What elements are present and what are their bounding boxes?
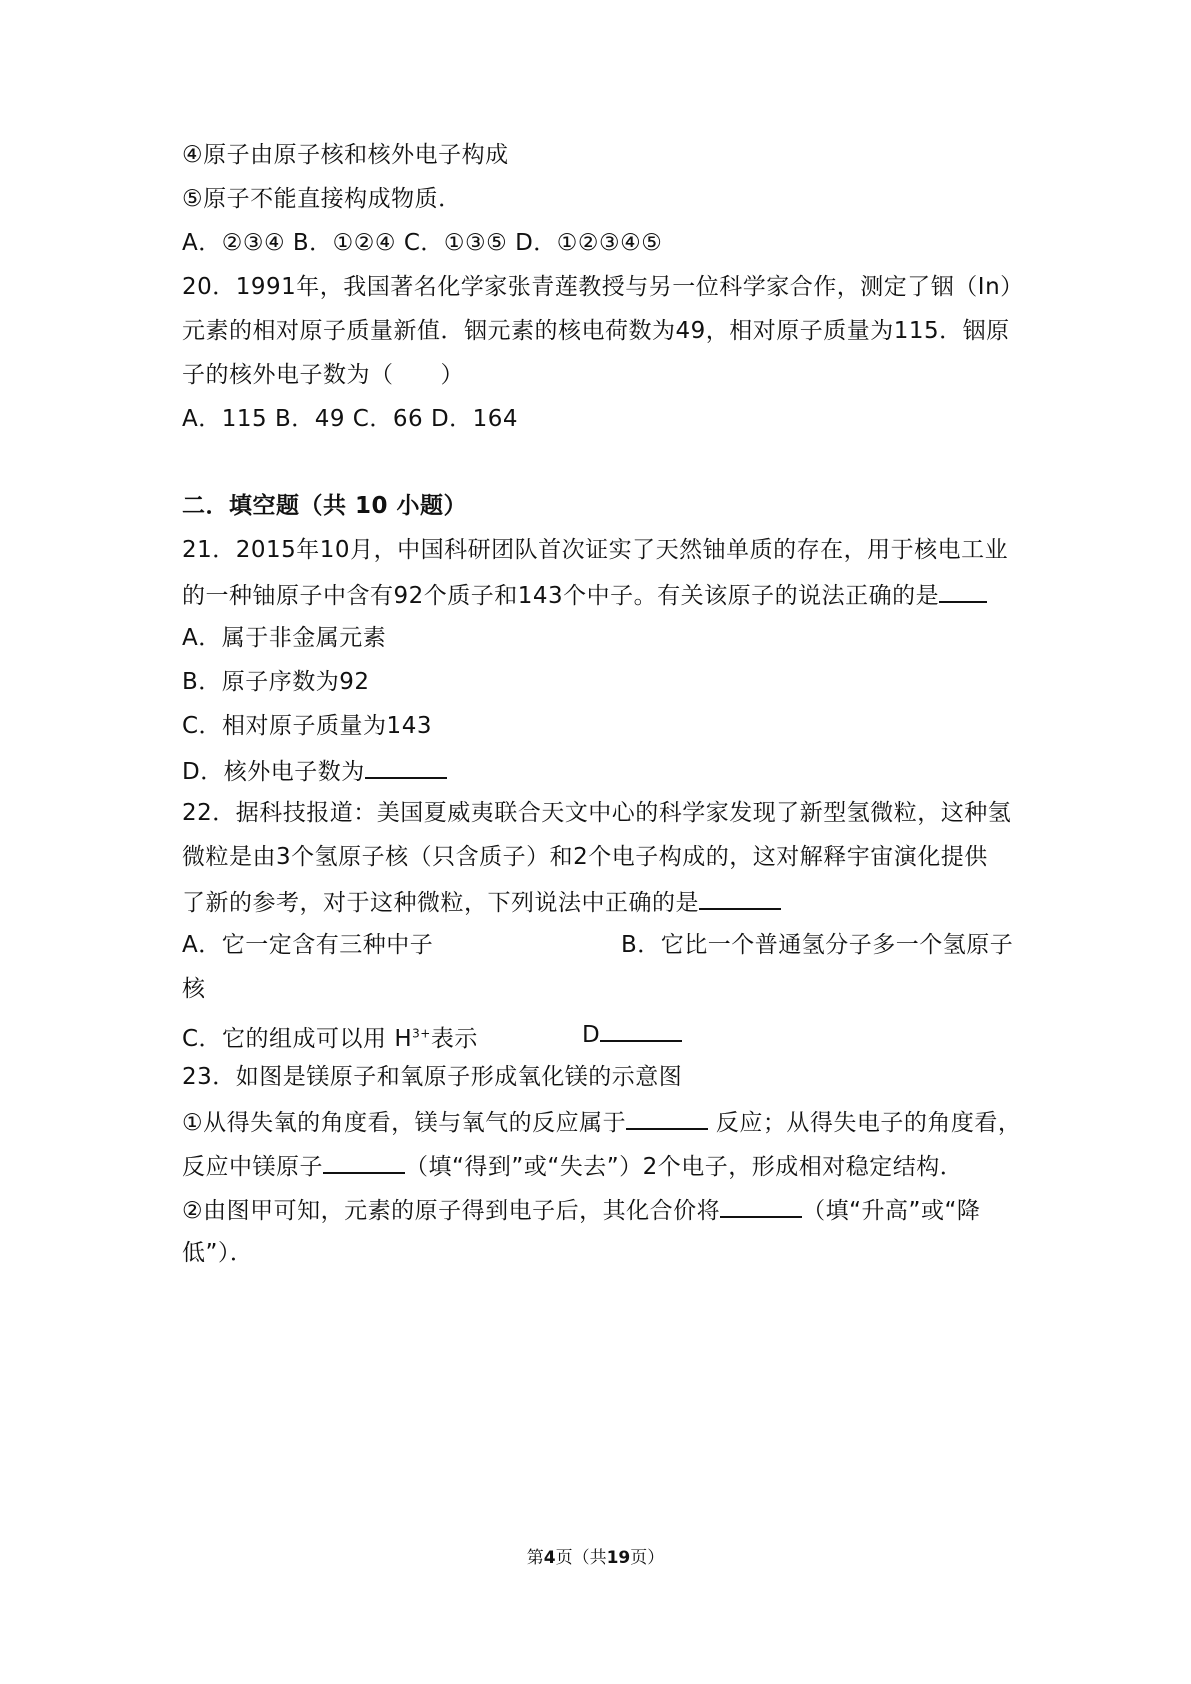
q23-part1-text-c: 反应中镁原子: [182, 1154, 323, 1180]
q22-option-b-continued: 核: [182, 976, 206, 1002]
q23-part1-text-a: ①从得失氧的角度看，镁与氧气的反应属于: [182, 1110, 627, 1136]
q21-option-d-text: D．核外电子数为: [182, 759, 365, 785]
answer-blank[interactable]: [626, 1106, 708, 1130]
q23-part1-text-d: （填“得到”或“失去”）2个电子，形成相对稳定结构．: [405, 1154, 964, 1180]
q22-line-3-text: 了新的参考，对于这种微粒，下列说法中正确的是: [182, 890, 699, 916]
q21-line-2: [182, 579, 1022, 611]
section-heading: 二．填空题（共 10 小题）: [182, 493, 468, 519]
q22-line-1: 22．据科技报道：美国夏威夷联合天文中心的科学家发现了新型氢微粒，这种氢: [182, 800, 1012, 826]
q23-part2-line-1: [182, 1194, 1022, 1226]
q22-option-c-suffix: 表示: [430, 1025, 478, 1052]
q23-part2-line-2: 低”）．: [182, 1240, 254, 1266]
answer-blank[interactable]: [720, 1194, 802, 1218]
q23-part1-line-2: [182, 1150, 1022, 1182]
answer-blank[interactable]: [323, 1150, 405, 1174]
q22-options-ab: [182, 930, 1022, 960]
q21-option-a: A．属于非金属元素: [182, 625, 387, 651]
q22-option-b: B．它比一个普通氢分子多一个氢原子: [621, 932, 1014, 958]
q23-line-1: 23．如图是镁原子和氧原子形成氧化镁的示意图: [182, 1064, 683, 1090]
page-footer: [0, 1543, 1191, 1568]
q19-options: A．②③④ B．①②④ C．①③⑤ D．①②③④⑤: [182, 230, 663, 256]
q19-item-4: ④原子由原子核和核外电子构成: [182, 142, 509, 168]
q22-line-3: [182, 886, 1022, 918]
current-page-number: 4: [543, 1548, 556, 1568]
q23-part1-line-1: [182, 1106, 1022, 1138]
footer-prefix: 第: [526, 1548, 544, 1568]
q20-line-1: 20．1991年，我国著名化学家张青莲教授与另一位科学家合作，测定了铟（In）: [182, 274, 1024, 300]
q23-part1-text-b: 反应；从得失电子的角度看，: [708, 1110, 1022, 1136]
answer-blank[interactable]: [699, 886, 781, 910]
q21-line-1: 21．2015年10月，中国科研团队首次证实了天然铀单质的存在，用于核电工业: [182, 537, 1009, 563]
answer-blank[interactable]: [600, 1018, 682, 1042]
charge-superscript: 3+: [412, 1026, 431, 1040]
q21-option-c: C．相对原子质量为143: [182, 713, 432, 739]
q21-option-b: B．原子序数为92: [182, 669, 370, 695]
q22-option-c-text: C．它的组成可以用 H: [182, 1025, 413, 1052]
q23-part2-text-b: （填“升高”或“降: [802, 1198, 981, 1224]
q20-options: A．115 B．49 C．66 D．164: [182, 406, 519, 432]
answer-blank[interactable]: [939, 579, 987, 603]
answer-blank[interactable]: [365, 755, 447, 779]
q20-line-2: 元素的相对原子质量新值．铟元素的核电荷数为49，相对原子质量为115．铟原: [182, 318, 1010, 344]
q22-line-2: 微粒是由3个氢原子核（只含质子）和2个电子构成的，这对解释宇宙演化提供: [182, 844, 988, 870]
q22-option-d: [582, 1018, 682, 1050]
footer-middle: 页（共: [555, 1548, 607, 1568]
q19-item-5: ⑤原子不能直接构成物质．: [182, 186, 462, 212]
q20-line-3: 子的核外电子数为（ ）: [182, 362, 464, 388]
q21-option-d: [182, 755, 1022, 787]
q23-part2-text-a: ②由图甲可知，元素的原子得到电子后，其化合价将: [182, 1198, 721, 1224]
q21-line-2-text: 的一种铀原子中含有92个质子和143个中子。有关该原子的说法正确的是: [182, 583, 940, 609]
q22-option-d-label: D: [582, 1022, 601, 1048]
q22-options-cd: [182, 1018, 1022, 1054]
footer-suffix: 页）: [630, 1548, 665, 1568]
q22-option-a: A．它一定含有三种中子: [182, 932, 434, 958]
total-page-count: 19: [606, 1548, 631, 1568]
q22-option-c: [182, 1026, 478, 1052]
